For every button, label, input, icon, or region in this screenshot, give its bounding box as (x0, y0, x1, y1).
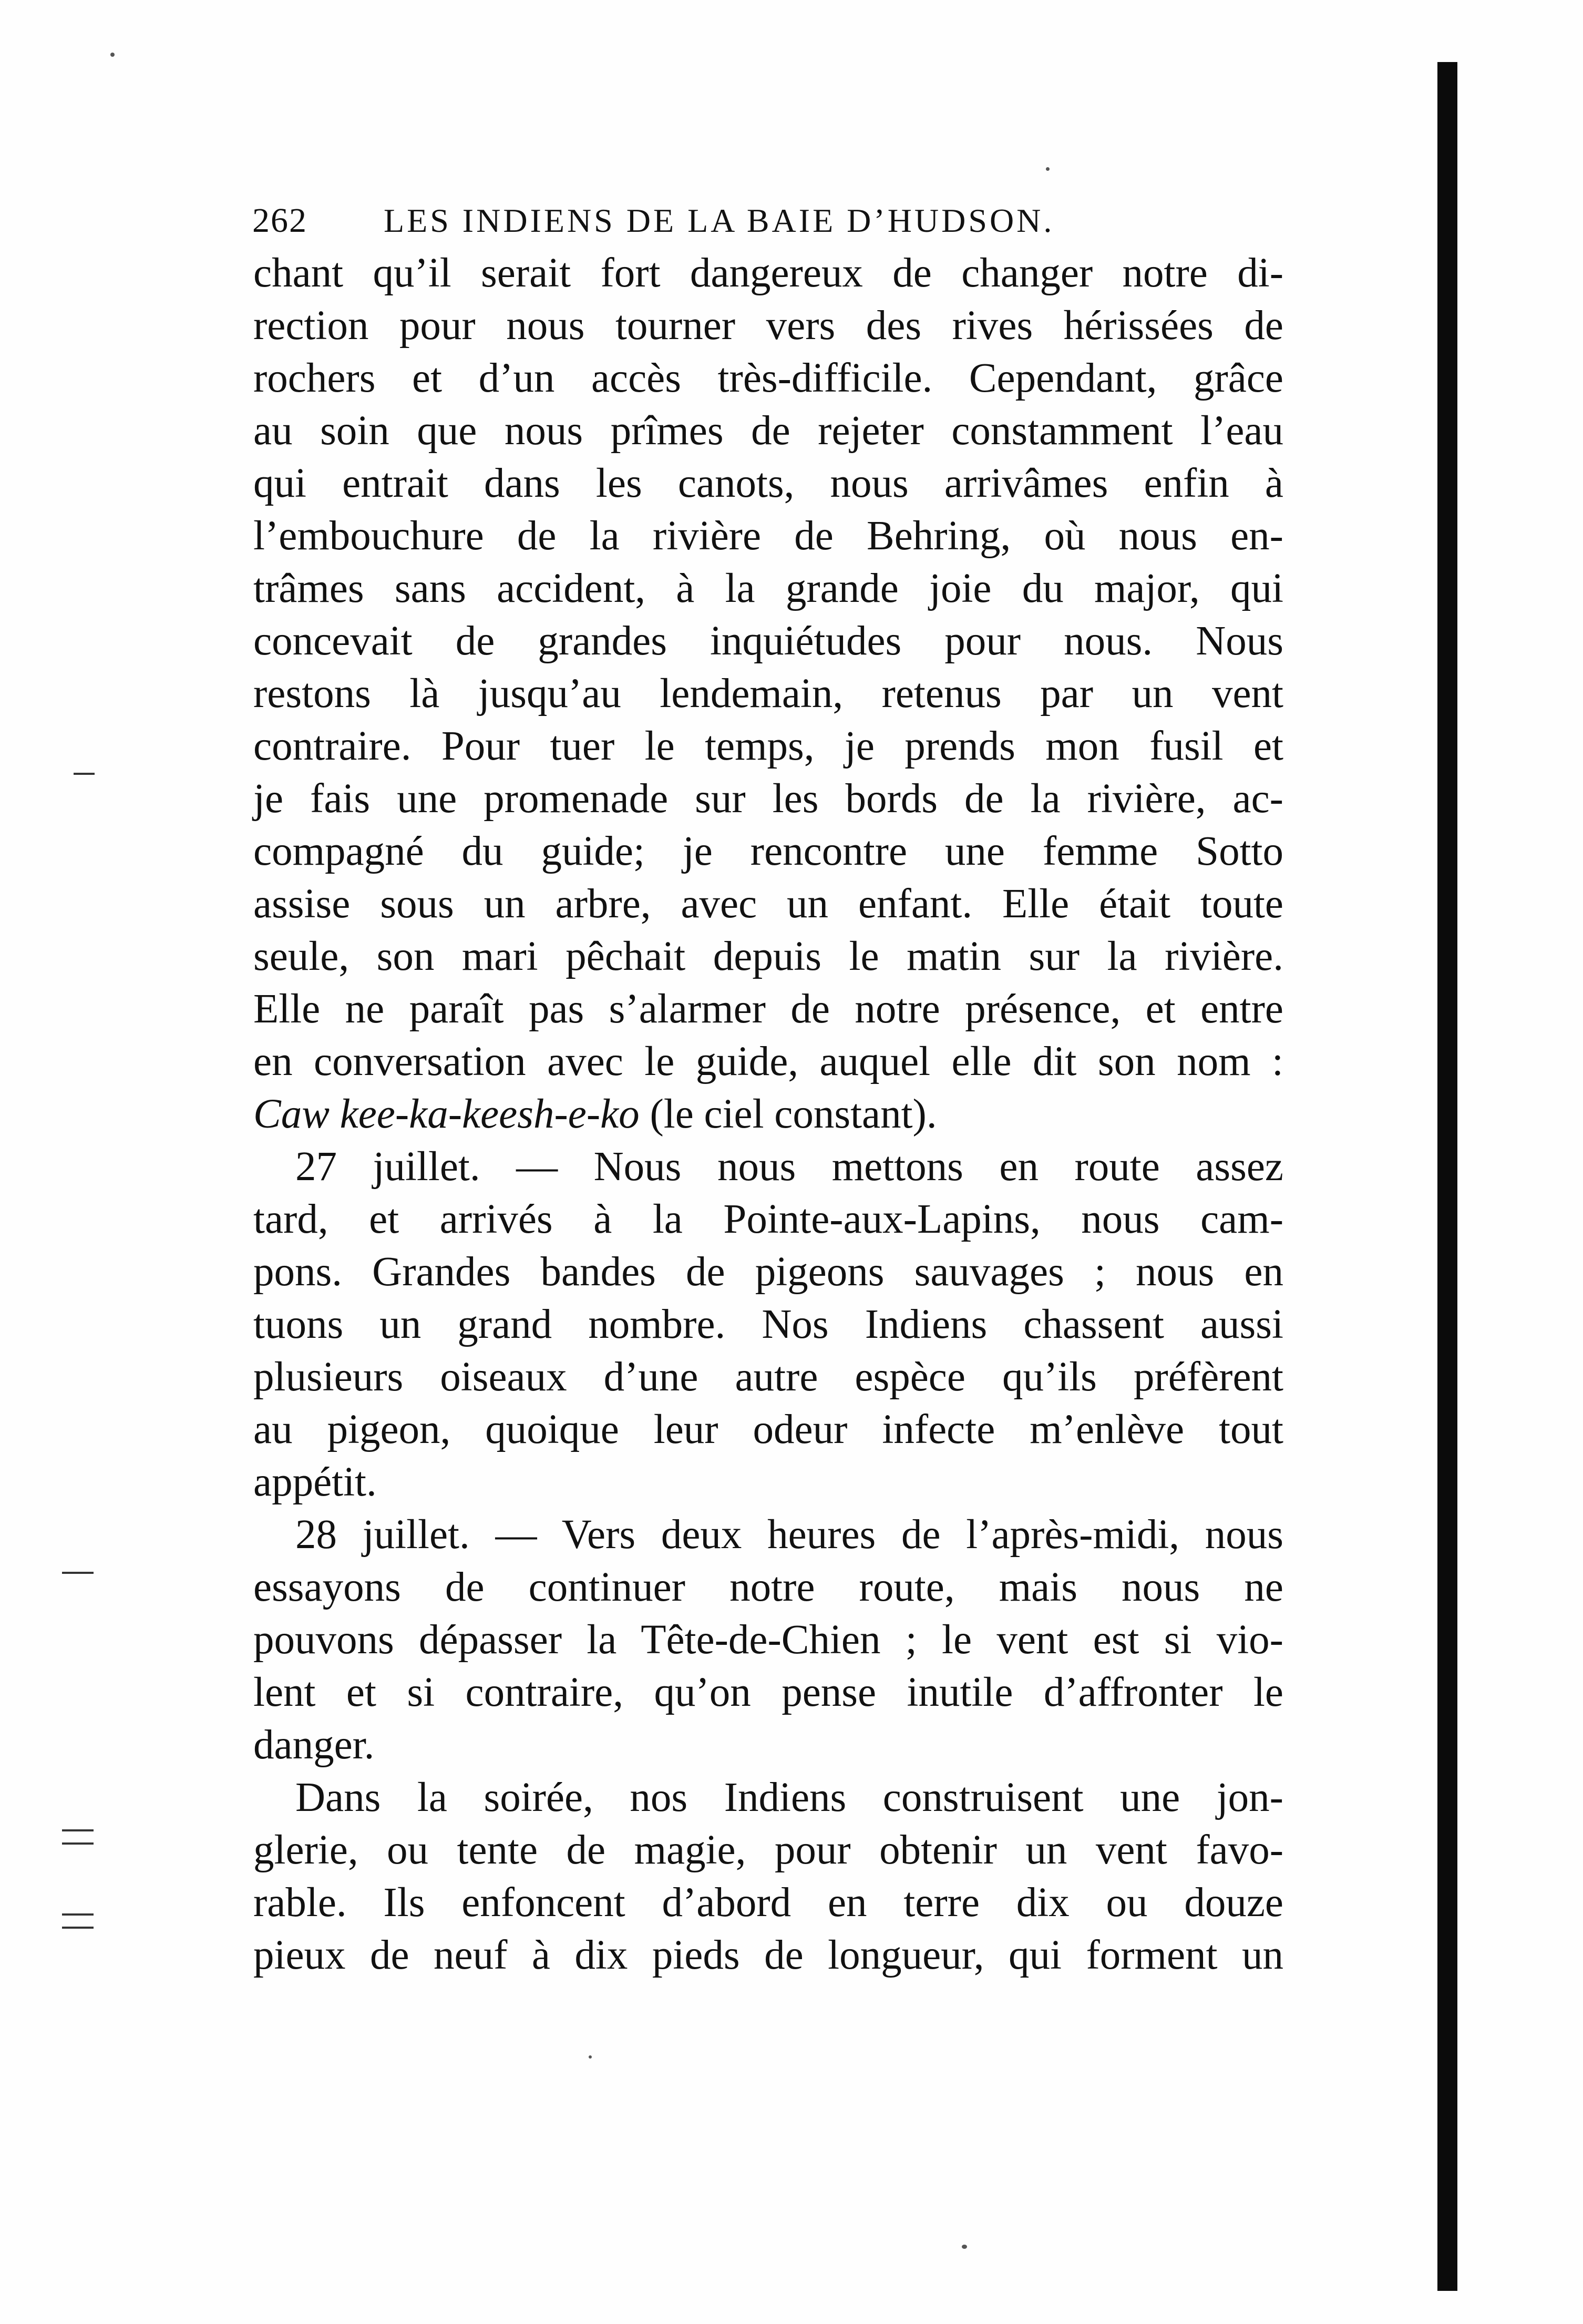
margin-mark (62, 1829, 94, 1831)
text-line: compagné du guide; je rencontre une femme Sotto (253, 828, 1283, 874)
text-line: au pigeon, quoique leur odeur infecte m’enlève tout (253, 1407, 1283, 1452)
scan-speck (589, 2055, 592, 2059)
body-text (253, 247, 1283, 1982)
margin-mark (62, 1927, 94, 1929)
text-line: pieux de neuf à dix pieds de longueur, qui forment un (253, 1932, 1283, 1978)
text-line: glerie, ou tente de magie, pour obtenir un vent favo- (253, 1827, 1283, 1873)
running-head (252, 201, 1114, 243)
text-line: assise sous un arbre, avec un enfant. Elle était toute (253, 881, 1283, 927)
text-line (253, 1088, 1283, 1141)
text-line: l’embouchure de la rivière de Behring, où nous en- (253, 513, 1283, 559)
text-line: tuons un grand nombre. Nos Indiens chassent aussi (253, 1302, 1283, 1347)
text-line: lent et si contraire, qu’on pense inutile d’affronter le (253, 1670, 1283, 1715)
scan-speck (962, 2245, 967, 2249)
scan-speck (110, 53, 115, 57)
text-line: essayons de continuer notre route, mais nous ne (253, 1564, 1283, 1610)
margin-mark (74, 773, 95, 775)
text-line: rochers et d’un accès très-difficile. Cependant, grâce (253, 355, 1283, 401)
text-line: restons là jusqu’au lendemain, retenus par un vent (253, 671, 1283, 716)
running-title: LES INDIENS DE LA BAIE D’HUDSON. (384, 202, 1055, 239)
text-line: chant qu’il serait fort dangereux de changer notre di- (253, 250, 1283, 296)
text-line: Dans la soirée, nos Indiens construisent une jon- (295, 1775, 1283, 1820)
text-line: appétit. (253, 1459, 377, 1505)
text-line: tard, et arrivés à la Pointe-aux-Lapins, nous cam- (253, 1196, 1283, 1242)
text-line: au soin que nous prîmes de rejeter constamment l’eau (253, 408, 1283, 454)
text-line: en conversation avec le guide, auquel elle dit son nom : (253, 1039, 1283, 1084)
text-line: rection pour nous tourner vers des rives hérissées de (253, 303, 1283, 349)
text-line: je fais une promenade sur les bords de la rivière, ac- (253, 776, 1283, 822)
text-line: pouvons dépasser la Tête-de-Chien ; le vent est si vio- (253, 1617, 1283, 1663)
page-number: 262 (252, 201, 307, 240)
text-line: contraire. Pour tuer le temps, je prends mon fusil et (253, 723, 1283, 769)
text-line: Elle ne paraît pas s’alarmer de notre présence, et entre (253, 986, 1283, 1032)
margin-mark (62, 1913, 94, 1916)
indian-name: Caw kee-ka-keesh-e-ko (253, 1091, 640, 1137)
text-line: pons. Grandes bandes de pigeons sauvages ; nous en (253, 1249, 1283, 1295)
text-line: concevait de grandes inquiétudes pour nous. Nous (253, 618, 1283, 664)
text-line: 28 juillet. — Vers deux heures de l’après-midi, nous (295, 1512, 1283, 1558)
scan-speck (1046, 167, 1050, 171)
text-line: rable. Ils enfoncent d’abord en terre dix ou douze (253, 1880, 1283, 1926)
name-gloss: (le ciel constant). (650, 1091, 937, 1137)
text-line: trâmes sans accident, à la grande joie du major, qui (253, 566, 1283, 611)
gutter-shadow (1437, 62, 1457, 2291)
text-line: 27 juillet. — Nous nous mettons en route assez (295, 1144, 1283, 1190)
text-line: danger. (253, 1722, 375, 1768)
text-line: qui entrait dans les canots, nous arrivâmes enfin à (253, 460, 1283, 506)
margin-mark (62, 1572, 94, 1574)
text-line: plusieurs oiseaux d’une autre espèce qu’ils préfèrent (253, 1354, 1283, 1400)
text-line: seule, son mari pêchait depuis le matin sur la rivière. (253, 934, 1283, 979)
margin-mark (62, 1842, 94, 1845)
